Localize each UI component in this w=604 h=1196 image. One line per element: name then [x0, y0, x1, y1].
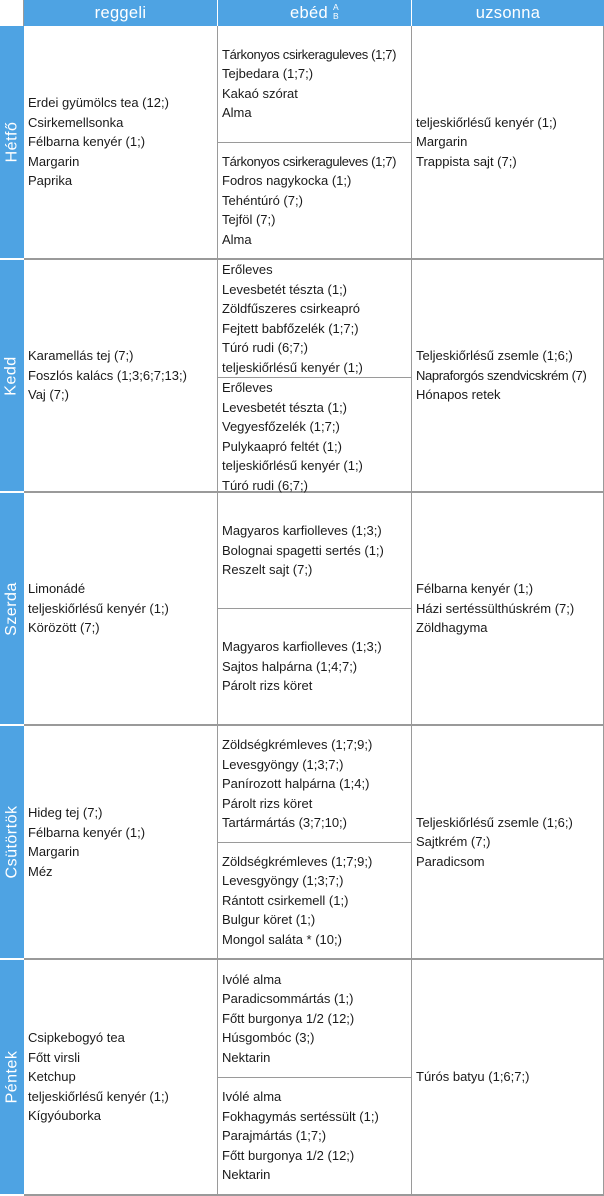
menu-item: Főtt virsli — [28, 1049, 80, 1065]
menu-item: Paprika — [28, 173, 73, 189]
menu-item: Félbarna kenyér (1;) — [28, 824, 146, 840]
menu-item: Limonádé — [28, 581, 86, 597]
menu-item: Tejbedara (1;7;) — [222, 66, 314, 82]
day-name: Csütörtök — [3, 805, 20, 879]
menu-item: Körözött (7;) — [28, 620, 100, 636]
day-label-cell — [0, 260, 24, 493]
menu-item: Csipkebogyó tea — [28, 1030, 125, 1046]
menu-item: Erdei gyümölcs tea (12;) — [28, 95, 169, 111]
day-label-cell — [0, 493, 24, 726]
menu-item: Nektarin — [222, 1049, 271, 1065]
day-label-cell — [0, 26, 24, 260]
breakfast-cell — [24, 726, 218, 960]
lunch-cell — [218, 493, 412, 726]
menu-item: teljeskiőrlésű kenyér (1;) — [28, 600, 169, 616]
lunch-menu-a — [218, 260, 411, 377]
lunch-menu-b — [218, 377, 411, 495]
breakfast-cell — [24, 26, 218, 260]
menu-item: Karamellás tej (7;) — [28, 348, 134, 364]
menu-item: Fodros nagykocka (1;) — [222, 173, 352, 188]
day-name: Szerda — [3, 581, 21, 636]
header-lunch-label: ebéd — [290, 3, 328, 22]
menu-item: Parajmártás (1;7;) — [222, 1128, 327, 1143]
menu-item: teljeskiőrlésű kenyér (1;) — [222, 458, 363, 473]
day-name: Kedd — [3, 355, 20, 396]
day-label-cell — [0, 960, 24, 1196]
menu-item: Margarin — [28, 844, 80, 859]
menu-item: Bolognai spagetti sertés (1;) — [222, 542, 384, 558]
menu-item: Reszelt sajt (7;) — [222, 562, 313, 578]
menu-item: Magyaros karfiolleves (1;3;) — [222, 523, 382, 539]
menu-item: Napraforgós szendvicskrém (7) — [416, 367, 587, 383]
menu-item: Levesbetét tészta (1;) — [222, 399, 348, 415]
menu-item: Ketchup — [28, 1069, 76, 1085]
snack-cell — [412, 726, 604, 960]
menu-item: Fejtett babfőzelék (1;7;) — [222, 320, 359, 336]
lunch-menu-a — [218, 26, 411, 142]
snack-cell — [412, 260, 604, 493]
menu-item: Túró rudi (6;7;) — [222, 477, 308, 493]
menu-item: Zöldségkrémleves (1;7;9;) — [222, 853, 373, 869]
header-lunch — [218, 0, 412, 26]
menu-item: Tehéntúró (7;) — [222, 192, 303, 208]
menu-item: Zöldségkrémleves (1;7;9;) — [222, 737, 373, 752]
lunch-cell — [218, 960, 412, 1196]
day-name: Hétfő — [3, 121, 20, 163]
menu-item: Főtt burgonya 1/2 (12;) — [222, 1147, 355, 1163]
menu-item: Hideg tej (7;) — [28, 805, 103, 820]
menu-item: Magyaros karfiolleves (1;3;) — [222, 639, 382, 655]
lunch-cell — [218, 26, 412, 260]
corner-cell — [0, 0, 24, 26]
menu-item: Túrós batyu (1;6;7;) — [416, 1069, 530, 1085]
menu-item: Rántott csirkemell (1;) — [222, 892, 349, 908]
menu-item: Foszlós kalács (1;3;6;7;13;) — [28, 367, 187, 383]
menu-item: Teljeskiőrlésű zsemle (1;6;) — [416, 348, 573, 364]
breakfast-cell — [24, 493, 218, 726]
menu-item: Fokhagymás sertéssült (1;) — [222, 1108, 379, 1124]
lunch-menu-a — [218, 960, 411, 1077]
menu-item: Zöldfűszeres csirkeapró — [222, 301, 360, 316]
menu-item: Bulgur köret (1;) — [222, 912, 316, 927]
header-breakfast-label: reggeli — [94, 3, 147, 22]
lunch-a-marker: A — [332, 1, 339, 12]
menu-item: Kígyóuborka — [28, 1108, 101, 1124]
menu-item: Paradicsom — [416, 853, 485, 869]
menu-item: Levesgyöngy (1;3;7;) — [222, 756, 344, 772]
menu-item: Hónapos retek — [416, 387, 501, 403]
header-snack-label: uzsonna — [475, 3, 541, 22]
menu-item: Párolt rizs köret — [222, 795, 313, 811]
menu-item: Sajtkrém (7;) — [416, 834, 491, 850]
menu-item: Házi sertéssülthúskrém (7;) — [416, 600, 575, 616]
menu-item: Vegyesfőzelék (1;7;) — [222, 419, 340, 434]
menu-item: Margarin — [416, 134, 468, 150]
lunch-cell — [218, 726, 412, 960]
menu-item: Teljeskiőrlésű zsemle (1;6;) — [416, 814, 573, 830]
snack-cell — [412, 960, 604, 1196]
menu-item: Túró rudi (6;7;) — [222, 340, 308, 355]
lunch-menu-a — [218, 493, 411, 608]
menu-item: teljeskiőrlésű kenyér (1;) — [416, 114, 557, 130]
lunch-b-marker: B — [332, 10, 339, 21]
menu-item: Kakaó szórat — [222, 85, 298, 101]
lunch-menu-b — [218, 608, 411, 724]
menu-item: Méz — [28, 863, 53, 879]
header-snack — [412, 0, 604, 26]
menu-item: Pulykaapró feltét (1;) — [222, 438, 342, 454]
day-label-cell — [0, 726, 24, 960]
lunch-ab-marker — [333, 3, 339, 21]
menu-item: Főtt burgonya 1/2 (12;) — [222, 1010, 355, 1026]
menu-item: teljeskiőrlésű kenyér (1;) — [28, 1088, 169, 1104]
menu-item: teljeskiőrlésű kenyér (1;) — [222, 359, 363, 375]
menu-item: Nektarin — [222, 1167, 271, 1182]
menu-item: Alma — [222, 105, 252, 121]
header-breakfast — [24, 0, 218, 26]
day-name: Péntek — [3, 1050, 20, 1104]
breakfast-cell — [24, 960, 218, 1196]
breakfast-cell — [24, 260, 218, 493]
menu-item: Paradicsommártás (1;) — [222, 991, 354, 1006]
menu-item: Zöldhagyma — [416, 620, 488, 636]
menu-item: Csirkemellsonka — [28, 114, 124, 130]
menu-item: Erőleves — [222, 380, 273, 395]
lunch-menu-b — [218, 142, 411, 259]
menu-item: Félbarna kenyér (1;) — [28, 134, 146, 150]
lunch-menu-b — [218, 1077, 411, 1195]
menu-item: Húsgombóc (3;) — [222, 1030, 315, 1045]
menu-item: Alma — [222, 231, 252, 247]
menu-item: Mongol saláta * (10;) — [222, 931, 342, 947]
menu-item: Tárkonyos csirkeraguleves (1;7) — [222, 153, 397, 169]
menu-item: Párolt rizs köret — [222, 678, 313, 694]
menu-item: Panírozott halpárna (1;4;) — [222, 776, 370, 791]
lunch-menu-b — [218, 842, 411, 959]
menu-item: Ivólé alma — [222, 971, 282, 987]
menu-item: Levesbetét tészta (1;) — [222, 281, 348, 297]
menu-item: Sajtos halpárna (1;4;7;) — [222, 658, 358, 674]
menu-item: Margarin — [28, 153, 80, 169]
menu-item: Trappista sajt (7;) — [416, 153, 517, 169]
menu-item: Félbarna kenyér (1;) — [416, 581, 534, 597]
snack-cell — [412, 26, 604, 260]
menu-item: Ivólé alma — [222, 1089, 282, 1104]
lunch-cell — [218, 260, 412, 493]
snack-cell — [412, 493, 604, 726]
menu-item: Vaj (7;) — [28, 387, 69, 403]
menu-item: Erőleves — [222, 262, 273, 277]
menu-item: Tartármártás (3;7;10;) — [222, 815, 347, 830]
menu-item: Tejföl (7;) — [222, 212, 276, 227]
menu-item: Tárkonyos csirkeraguleves (1;7) — [222, 46, 397, 62]
menu-item: Levesgyöngy (1;3;7;) — [222, 873, 344, 888]
lunch-menu-a — [218, 726, 411, 842]
